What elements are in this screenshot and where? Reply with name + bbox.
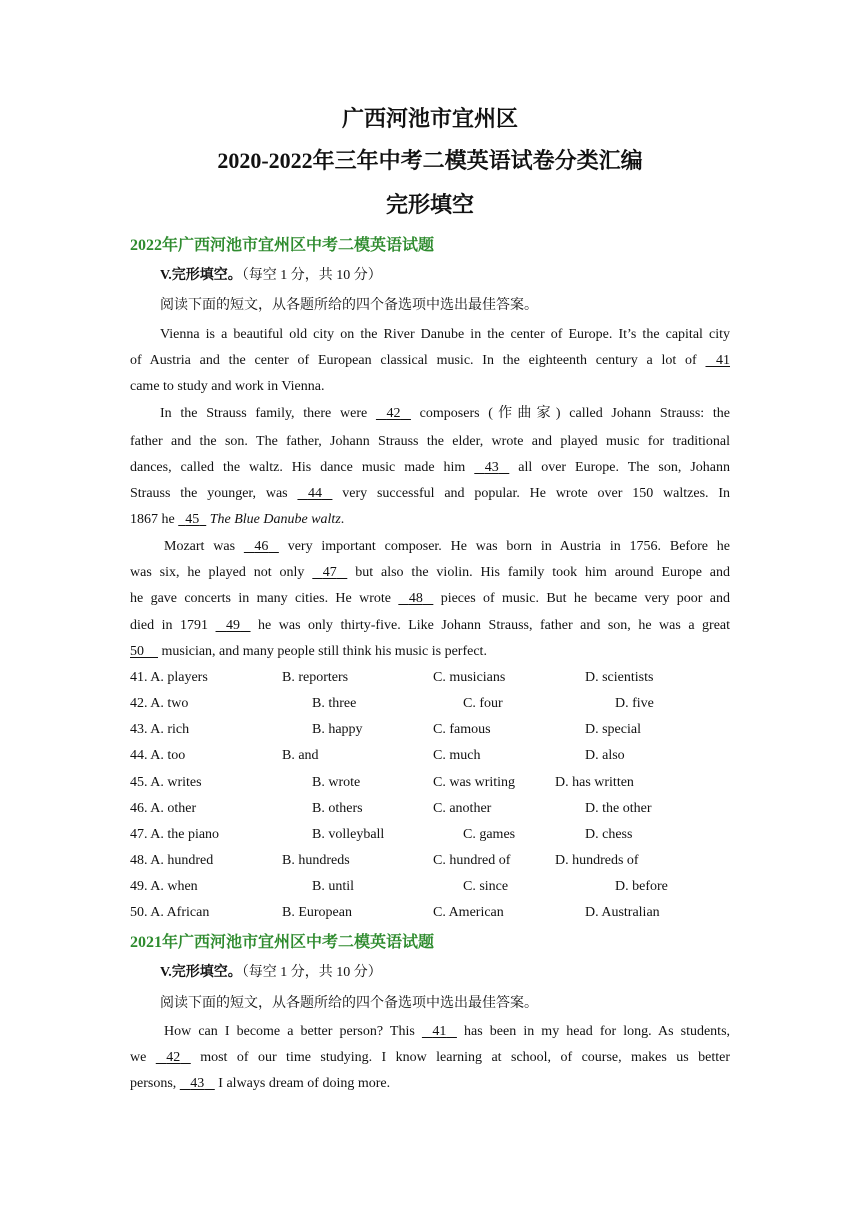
part-title-2021: [160, 963, 382, 983]
passage-line: died in 1791 49 he was only thirty-five. Like Johann Strauss, father and son, he was a great: [130, 616, 730, 636]
passage-line: Mozart was 46 very important composer. He was born in Austria in 1756. Before he: [164, 537, 730, 557]
option-47d: D. chess: [585, 827, 633, 842]
passage-line: 1867 he 45 The Blue Danube waltz.: [130, 510, 344, 530]
option-49a: 49. A. when: [130, 879, 198, 894]
song-title: The Blue Danube waltz: [209, 512, 341, 527]
option-43a: 43. A. rich: [130, 722, 190, 737]
option-50b: B. European: [282, 905, 352, 920]
option-44b: B. and: [282, 748, 319, 763]
option-46b: B. others: [312, 801, 363, 816]
option-41b: B. reporters: [282, 670, 349, 685]
passage-line: persons, 43 I always dream of doing more.: [130, 1074, 390, 1094]
blank-42: 42: [386, 406, 401, 421]
option-50a: 50. A. African: [130, 905, 210, 920]
option-46c: C. another: [433, 801, 492, 816]
option-44d: D. also: [585, 748, 625, 763]
option-41c: C. musicians: [433, 670, 506, 685]
doc-title-topic: 完形填空: [385, 192, 474, 217]
blank-44: 44: [307, 486, 322, 501]
option-44a: 44. A. too: [130, 748, 186, 763]
passage-line: we 42 most of our time studying. I know learning at school, of course, makes us better: [130, 1048, 730, 1068]
blank-41: 41: [716, 353, 730, 368]
option-46a: 46. A. other: [130, 801, 197, 816]
section-heading-2022: 2022年广西河池市宜州区中考二模英语试题: [130, 237, 435, 254]
option-42b: B. three: [312, 696, 357, 711]
option-42d: D. five: [615, 696, 654, 711]
blank-47: 47: [322, 565, 337, 580]
doc-title-region: 广西河池市宜州区: [341, 106, 518, 131]
blank-43: 43: [484, 460, 499, 475]
blank-46: 46: [254, 539, 269, 554]
option-48a: 48. A. hundred: [130, 853, 214, 868]
option-43d: D. special: [585, 722, 641, 737]
passage-line: of Austria and the center of European classical music. In the eighteenth century a lot of 41: [130, 351, 730, 371]
option-43b: B. happy: [312, 722, 363, 737]
blank-43-2021: 43: [190, 1076, 205, 1091]
passage-line: Strauss the younger, was 44 very successful and popular. He wrote over 150 waltzes. In: [130, 484, 730, 504]
blank-41-2021: 41: [432, 1024, 447, 1039]
option-48b: B. hundreds: [282, 853, 350, 868]
option-42c: C. four: [463, 696, 503, 711]
passage-line: came to study and work in Vienna.: [130, 379, 325, 394]
option-49d: D. before: [615, 879, 668, 894]
part-label: V.完形填空。: [160, 268, 242, 283]
passage-line: dances, called the waltz. His dance music made him 43 all over Europe. The son, Johann: [130, 458, 730, 478]
passage-line: In the Strauss family, there were 42 composers (作曲家) called Johann Strauss: the: [160, 404, 730, 424]
option-49c: C. since: [463, 879, 509, 894]
part-title-2022: [160, 266, 382, 286]
section-heading-2021: 2021年广西河池市宜州区中考二模英语试题: [130, 934, 435, 951]
passage-line: Vienna is a beautiful old city on the River Danube in the center of Europe. It’s the capital city: [160, 327, 730, 342]
option-45d: D. has written: [555, 775, 634, 790]
part-note: （每空 1 分，共 10 分）: [241, 965, 382, 980]
doc-title-main: 2020-2022年三年中考二模英语试卷分类汇编: [217, 148, 643, 173]
blank-49: 49: [226, 618, 241, 633]
option-45a: 45. A. writes: [130, 775, 202, 790]
blank-50: 50: [130, 644, 144, 659]
blank-42-2021: 42: [166, 1050, 181, 1065]
option-47c: C. games: [463, 827, 516, 842]
passage-line: was six, he played not only 47 but also the violin. His family took him around Europe and: [130, 563, 730, 583]
option-41d: D. scientists: [585, 670, 654, 685]
blank-48: 48: [408, 591, 423, 606]
option-44c: C. much: [433, 748, 481, 763]
option-50c: C. American: [433, 905, 504, 920]
option-43c: C. famous: [433, 722, 491, 737]
instruction-2021: 阅读下面的短文，从各题所给的四个备选项中选出最佳答案。: [160, 996, 538, 1011]
option-47a: 47. A. the piano: [130, 827, 220, 842]
option-45c: C. was writing: [433, 775, 516, 790]
option-47b: B. volleyball: [312, 827, 385, 842]
part-label: V.完形填空。: [160, 965, 242, 980]
option-49b: B. until: [312, 879, 355, 894]
passage-line: How can I become a better person? This 41 has been in my head for long. As students,: [164, 1022, 730, 1042]
option-42a: 42. A. two: [130, 696, 189, 711]
part-note: （每空 1 分，共 10 分）: [241, 268, 382, 283]
option-46d: D. the other: [585, 801, 652, 816]
option-48d: D. hundreds of: [555, 853, 639, 868]
option-45b: B. wrote: [312, 775, 361, 790]
instruction-2022: 阅读下面的短文，从各题所给的四个备选项中选出最佳答案。: [160, 298, 538, 313]
blank-45: 45: [185, 512, 200, 527]
passage-line: he gave concerts in many cities. He wrote 48 pieces of music. But he became very poor and: [130, 589, 730, 609]
option-41a: 41. A. players: [130, 670, 208, 685]
passage-line: father and the son. The father, Johann Strauss the elder, wrote and played music for traditional: [130, 434, 730, 449]
option-48c: C. hundred of: [433, 853, 511, 868]
passage-line: 50 musician, and many people still think his music is perfect.: [130, 642, 487, 662]
option-50d: D. Australian: [585, 905, 660, 920]
